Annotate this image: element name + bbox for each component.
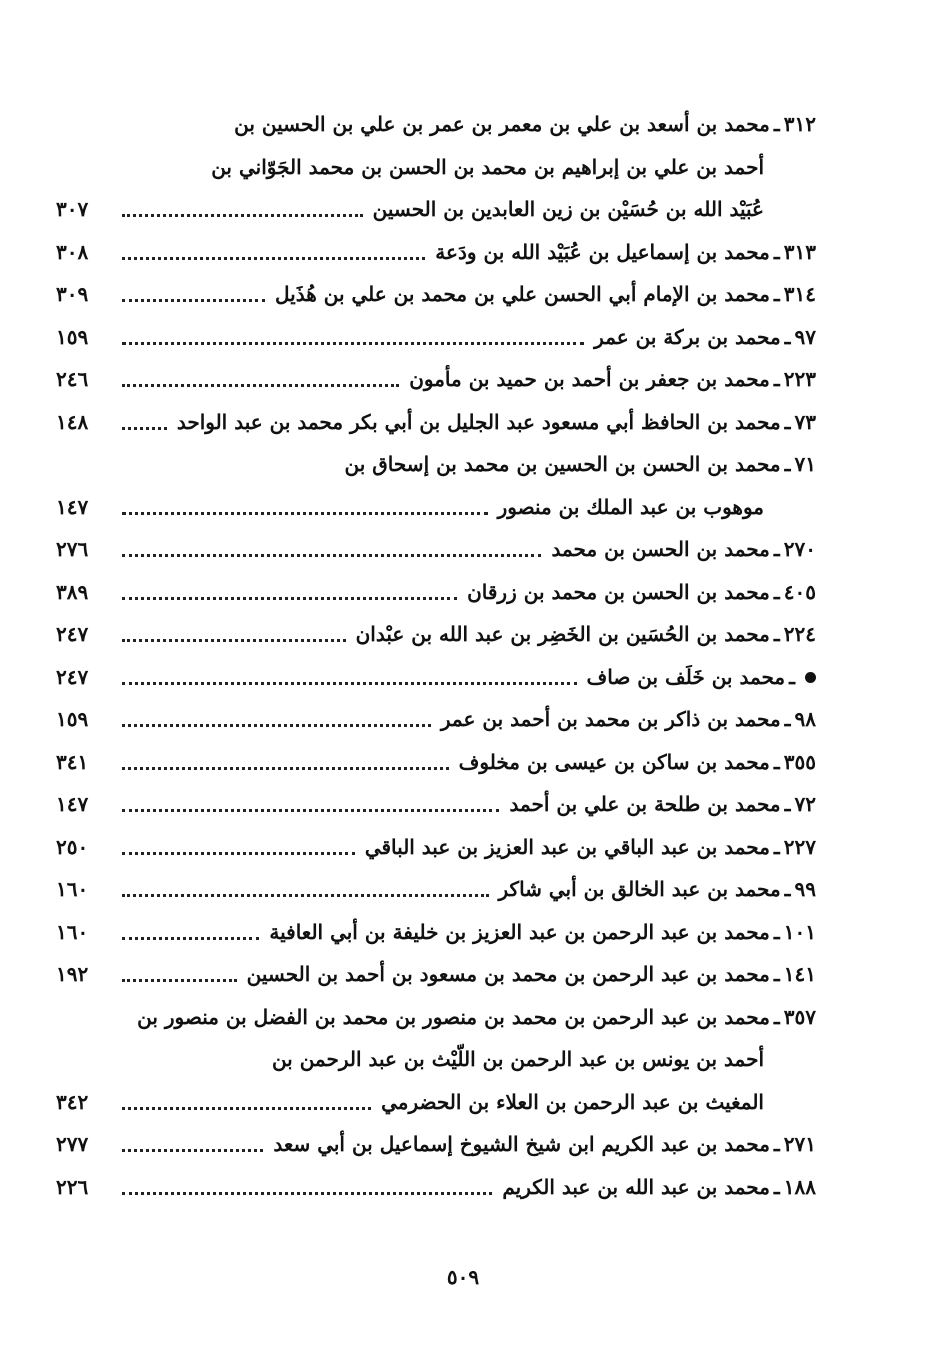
- entry-name: محمد بن الحافظ أبي مسعود عبد الجليل بن أبي بكر محمد بن عبد الواحد: [176, 410, 781, 434]
- entry-name: محمد بن ساكن بن عيسى بن مخلوف: [458, 750, 770, 774]
- dot-leader: [122, 299, 265, 302]
- entry-number: ٣١٤: [783, 282, 816, 306]
- entry-dash: ـ: [773, 282, 780, 306]
- dot-leader: [122, 979, 237, 982]
- dot-leader: [122, 852, 355, 855]
- index-entry: [56, 997, 816, 1037]
- index-entry: [56, 529, 816, 569]
- bullet-icon: [805, 672, 816, 683]
- entry-name: محمد بن بركة بن عمر: [594, 325, 781, 349]
- entry-name: محمد بن جعفر بن أحمد بن حميد بن مأمون: [409, 367, 770, 391]
- entry-dash: ـ: [789, 665, 795, 689]
- index-entry: [56, 657, 816, 697]
- dot-leader: [122, 894, 489, 897]
- index-entry: [56, 954, 816, 994]
- index-entry: [56, 444, 816, 484]
- entry-number: ٧٣: [794, 410, 816, 434]
- dot-leader: [122, 597, 457, 600]
- entry-page-number: ٢٤٧: [56, 622, 89, 646]
- index-entry: [56, 147, 764, 187]
- dot-leader: [122, 1192, 492, 1195]
- index-entry: [56, 912, 816, 952]
- entry-page-number: ٢٥٠: [56, 835, 89, 859]
- entry-page-number: ٢٤٧: [56, 665, 89, 689]
- entry-number: ٣١٣: [783, 240, 816, 264]
- entry-number: ٢٧٠: [783, 537, 816, 561]
- entry-name: محمد بن عبد الرحمن بن محمد بن مسعود بن أحمد بن الحسين: [246, 962, 770, 986]
- index-entry: [56, 1124, 816, 1164]
- entry-number: ٧١: [794, 452, 816, 476]
- index-entry: [56, 742, 816, 782]
- dot-leader: [122, 937, 259, 940]
- entry-dash: ـ: [784, 792, 791, 816]
- entry-name: المغيث بن عبد الرحمن بن العلاء بن الحضرمي: [381, 1090, 764, 1114]
- entry-dash: ـ: [773, 750, 780, 774]
- entry-number: ٩٩: [794, 877, 816, 901]
- entry-number: ٢٢٣: [783, 367, 816, 391]
- dot-leader: [122, 639, 346, 642]
- entry-name: أحمد بن يونس بن عبد الرحمن بن اللّيْث بن عبد الرحمن بن: [271, 1047, 764, 1071]
- index-entry: [56, 1082, 764, 1122]
- entry-name: محمد بن عبد الباقي بن عبد العزيز بن عبد الباقي: [364, 835, 770, 859]
- entry-name: أحمد بن علي بن إبراهيم بن محمد بن الحسن بن محمد الجَوّاني بن: [211, 155, 764, 179]
- entry-dash: ـ: [784, 877, 791, 901]
- entry-page-number: ٢٧٧: [56, 1132, 89, 1156]
- page-number: ٥٠٩: [446, 1265, 480, 1289]
- entry-number: ٩٧: [794, 325, 816, 349]
- dot-leader: [122, 809, 499, 812]
- entry-dash: ـ: [773, 1005, 780, 1029]
- entry-page-number: ١٤٨: [56, 410, 89, 434]
- index-entry: [56, 402, 816, 442]
- entry-dash: ـ: [773, 112, 780, 136]
- entry-number: ١٤١: [783, 962, 816, 986]
- entry-name: محمد بن الإمام أبي الحسن علي بن محمد بن علي بن هُذَيل: [275, 282, 770, 306]
- entry-name: محمد بن الحُسَين بن الخَضِر بن عبد الله بن عبْدان: [355, 622, 770, 646]
- entry-number: ٤٠٥: [783, 580, 816, 604]
- entry-page-number: ١٤٧: [56, 792, 89, 816]
- dot-leader: [122, 554, 541, 557]
- entry-dash: ـ: [784, 452, 791, 476]
- dot-leader: [122, 767, 449, 770]
- dot-leader: [122, 724, 431, 727]
- entry-number: ١٨٨: [783, 1175, 816, 1199]
- entry-dash: ـ: [773, 1132, 780, 1156]
- entry-dash: ـ: [784, 707, 791, 731]
- entry-name: عُبَيْد الله بن حُسَيْن بن زين العابدين بن الحسين: [372, 197, 764, 221]
- dot-leader: [122, 1149, 263, 1152]
- entry-name: محمد بن الحسن بن محمد بن زرقان: [467, 580, 770, 604]
- index-entry: [56, 359, 816, 399]
- entry-page-number: ١٥٩: [56, 325, 89, 349]
- entry-page-number: ٣٠٧: [56, 197, 89, 221]
- index-entry: [56, 1039, 764, 1079]
- entry-dash: ـ: [773, 835, 780, 859]
- entry-page-number: ٣٤١: [56, 750, 89, 774]
- index-entry: [56, 487, 764, 527]
- entry-name: محمد بن عبد الله بن عبد الكريم: [502, 1175, 770, 1199]
- entry-page-number: ٢٢٦: [56, 1175, 89, 1199]
- index-entry: [56, 274, 816, 314]
- entry-dash: ـ: [773, 537, 780, 561]
- index-entry: [56, 572, 816, 612]
- entry-number: ٩٨: [794, 707, 816, 731]
- entry-number: ٢٢٧: [783, 835, 816, 859]
- entry-name: محمد بن طلحة بن علي بن أحمد: [509, 792, 781, 816]
- entry-page-number: ١٤٧: [56, 495, 89, 519]
- index-entry: [56, 1167, 816, 1207]
- index-entry: [56, 699, 816, 739]
- entry-name: محمد بن ذاكر بن محمد بن أحمد بن عمر: [440, 707, 781, 731]
- index-entry: [56, 784, 816, 824]
- entry-number: ٢٢٤: [783, 622, 816, 646]
- dot-leader: [122, 384, 399, 387]
- entry-number: ٣٥٧: [783, 1005, 816, 1029]
- index-entry: [56, 189, 764, 229]
- index-entry: [56, 869, 816, 909]
- dot-leader: [122, 682, 577, 685]
- entry-page-number: ١٥٩: [56, 707, 89, 731]
- dot-leader: [122, 257, 425, 260]
- entry-name: محمد بن إسماعيل بن عُبَيْد الله بن ودَعة: [435, 240, 770, 264]
- entry-name: محمد بن خَلَف بن صاف: [586, 665, 786, 689]
- entry-page-number: ٣٤٢: [56, 1090, 89, 1114]
- entry-dash: ـ: [773, 622, 780, 646]
- entry-dash: ـ: [784, 410, 791, 434]
- entry-number: ٧٢: [794, 792, 816, 816]
- entry-name: محمد بن عبد الرحمن بن محمد بن منصور بن محمد بن الفضل بن منصور بن: [137, 1005, 770, 1029]
- entry-name: موهوب بن عبد الملك بن منصور: [497, 495, 764, 519]
- index-entry: [56, 232, 816, 272]
- entry-page-number: ١٩٢: [56, 962, 89, 986]
- entry-dash: ـ: [773, 580, 780, 604]
- entry-page-number: ١٦٠: [56, 920, 89, 944]
- entry-dash: ـ: [773, 920, 780, 944]
- entry-number: ٢٧١: [783, 1132, 816, 1156]
- dot-leader: [122, 342, 584, 345]
- index-entry: [56, 614, 816, 654]
- index-entry: [56, 104, 816, 144]
- dot-leader: [122, 427, 167, 430]
- entry-dash: ـ: [773, 962, 780, 986]
- entry-dash: ـ: [784, 325, 791, 349]
- index-entry: [56, 317, 816, 357]
- entry-page-number: ٢٧٦: [56, 537, 89, 561]
- dot-leader: [122, 1107, 371, 1110]
- dot-leader: [122, 214, 363, 217]
- entry-page-number: ٣٨٩: [56, 580, 89, 604]
- entry-number: ١٠١: [783, 920, 816, 944]
- entry-page-number: ٣٠٨: [56, 240, 89, 264]
- entry-name: محمد بن عبد الكريم ابن شيخ الشيوخ إسماعيل بن أبي سعد: [273, 1132, 770, 1156]
- entry-name: محمد بن عبد الرحمن بن عبد العزيز بن خليفة بن أبي العافية: [269, 920, 770, 944]
- entry-name: محمد بن الحسن بن الحسين بن محمد بن إسحاق بن: [344, 452, 781, 476]
- index-entry: [56, 827, 816, 867]
- entry-number: ٣٥٥: [783, 750, 816, 774]
- entry-dash: ـ: [773, 1175, 780, 1199]
- entry-page-number: ٣٠٩: [56, 282, 89, 306]
- entry-number: ٣١٢: [783, 112, 816, 136]
- entry-dash: ـ: [773, 367, 780, 391]
- dot-leader: [122, 512, 488, 515]
- entry-page-number: ١٦٠: [56, 877, 89, 901]
- entry-name: محمد بن الحسن بن محمد: [551, 537, 770, 561]
- entry-dash: ـ: [773, 240, 780, 264]
- entry-page-number: ٢٤٦: [56, 367, 89, 391]
- entry-name: محمد بن أسعد بن علي بن معمر بن عمر بن علي بن الحسين بن: [234, 112, 770, 136]
- entry-name: محمد بن عبد الخالق بن أبي شاكر: [498, 877, 781, 901]
